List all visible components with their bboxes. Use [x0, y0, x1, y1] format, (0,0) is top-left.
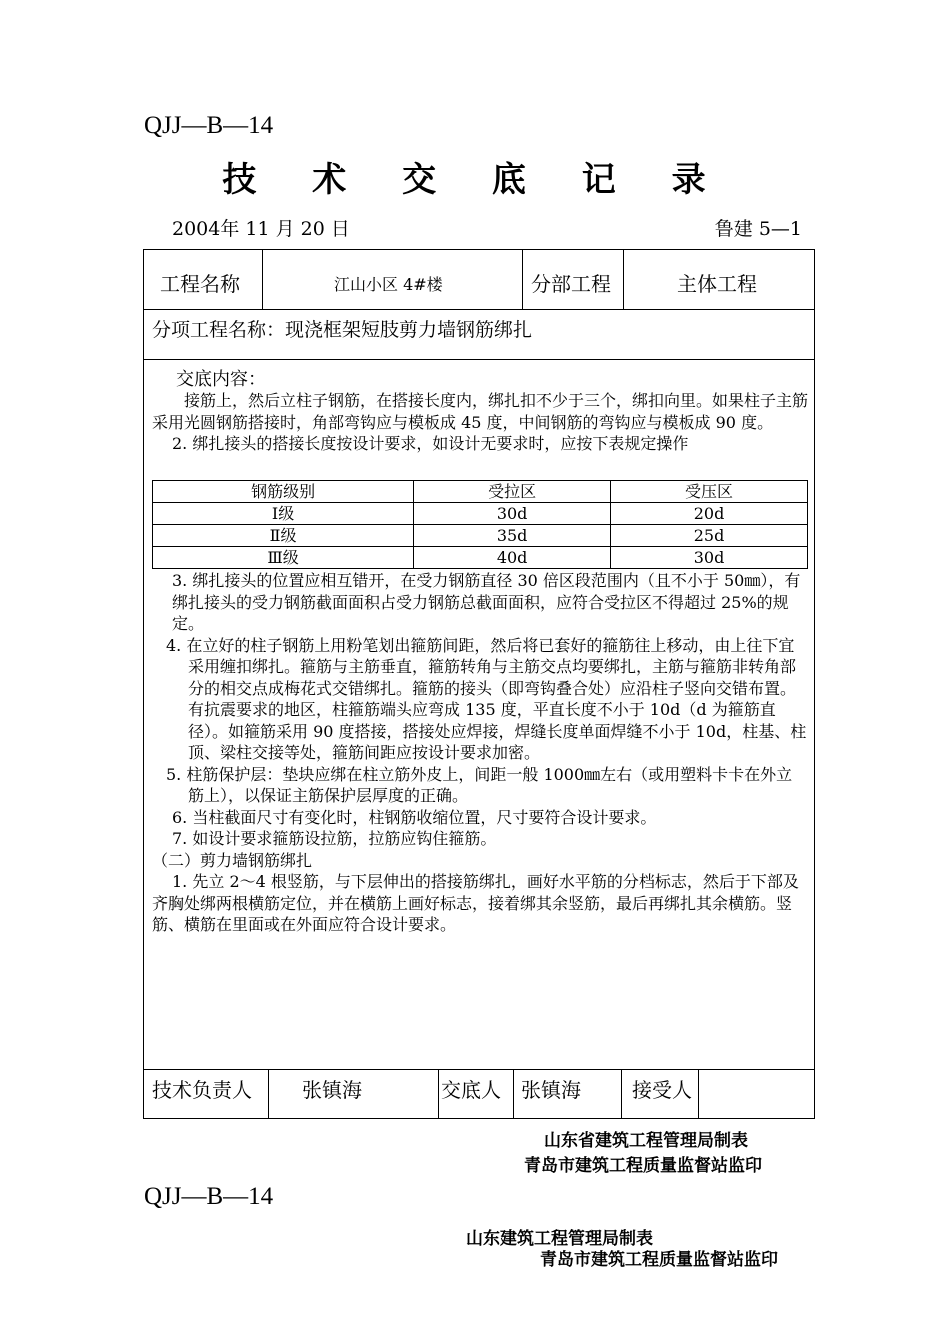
record-table	[143, 249, 815, 1119]
division-label: 分部工程	[531, 272, 611, 296]
table-cell: Ⅰ级	[153, 503, 414, 525]
table-row	[153, 547, 808, 569]
table-cell: 20d	[611, 503, 808, 525]
table-cell: 25d	[611, 525, 808, 547]
page-title: 技 术 交 底 记 录	[222, 160, 728, 200]
paragraph-5: 5. 柱筋保护层：垫块应绑在柱立筋外皮上，间距一般 1000㎜左右（或用塑料卡卡在外立筋上），以保证主筋保护层厚度的正确。	[166, 764, 793, 805]
table-cell: 30d	[611, 547, 808, 569]
table-header-tension: 受拉区	[414, 481, 611, 503]
receiver-label: 接受人	[632, 1078, 692, 1102]
table-header-compression: 受压区	[611, 481, 808, 503]
table-cell: Ⅲ级	[153, 547, 414, 569]
content-bottom	[152, 570, 808, 936]
table-cell: 30d	[414, 503, 611, 525]
content-label: 交底内容：	[176, 369, 266, 390]
form-number: 鲁建 5—1	[714, 218, 802, 240]
discloser-name: 张镇海	[521, 1078, 581, 1102]
project-name-value: 江山小区 4#楼	[334, 275, 443, 294]
sub-item-name: 分项工程名称：现浇框架短肢剪力墙钢筋绑扎	[152, 319, 533, 341]
tech-lead-name: 张镇海	[302, 1078, 362, 1102]
issuer-line-4: 青岛市建筑工程质量监督站监印	[540, 1250, 778, 1270]
paragraph-4: 4. 在立好的柱子钢筋上用粉笔划出箍筋间距，然后将已套好的箍筋往上移动，由上往下宜采用缠扣绑扎。箍筋与主筋垂直，箍筋转角与主筋交点均要绑扎，主筋与箍筋非转角部分的相交点成梅花式交错绑扎。箍筋的接头（即弯钩叠合处）应沿柱子竖向交错布置。有抗震要求的地区，柱箍筋端头应弯成 135 度，平直长度不小于 10d（d 为箍筋直径）。如箍筋采用 90 度搭接，搭接处应焊接，焊缝长度单面焊缝不小于 10d，柱基、柱顶、梁柱交接等处，箍筋间距应按设计要求加密。	[166, 635, 807, 762]
table-cell: Ⅱ级	[153, 525, 414, 547]
table-cell: 40d	[414, 547, 611, 569]
section-heading: （二）剪力墙钢筋绑扎	[152, 850, 313, 870]
issuer-line-1: 山东省建筑工程管理局制表	[544, 1131, 748, 1151]
paragraph-2: 2. 绑扎接头的搭接长度按设计要求，如设计无要求时，应按下表规定操作	[172, 434, 689, 453]
paragraph-8: 1. 先立 2～4 根竖筋，与下层伸出的搭接筋绑扎，画好水平筋的分档标志，然后于下部及齐胸处绑两根横筋定位，并在横筋上画好标志，接着绑其余竖筋，最后再绑扎其余横筋。竖筋、横筋在里面或在外面应符合设计要求。	[152, 872, 799, 934]
division-value: 主体工程	[677, 272, 757, 296]
table-header-grade: 钢筋级别	[153, 481, 414, 503]
issuer-line-3: 山东建筑工程管理局制表	[466, 1229, 653, 1249]
issuer-line-2: 青岛市建筑工程质量监督站监印	[524, 1156, 762, 1176]
project-name-label: 工程名称	[160, 272, 240, 296]
table-row	[153, 525, 808, 547]
paragraph-6: 6. 当柱截面尺寸有变化时，柱钢筋收缩位置，尺寸要符合设计要求。	[172, 807, 657, 827]
discloser-label: 交底人	[441, 1078, 501, 1102]
table-cell: 35d	[414, 525, 611, 547]
paragraph-7: 7. 如设计要求箍筋设拉筋，拉筋应钩住箍筋。	[172, 829, 497, 848]
table-header-row	[153, 481, 808, 503]
record-date: 2004年 11 月 20 日	[172, 218, 350, 240]
tech-lead-label: 技术负责人	[152, 1078, 252, 1102]
content-top	[152, 390, 808, 455]
paragraph-1: 接筋上，然后立柱子钢筋，在搭接长度内，绑扎扣不少于三个，绑扣向里。如果柱子主筋采用光圆钢筋搭接时，角部弯钩应与模板成 45 度，中间钢筋的弯钩应与模板成 90 度。	[152, 391, 809, 432]
paragraph-3: 3. 绑扎接头的位置应相互错开，在受力钢筋直径 30 倍区段范围内（且不小于 50㎜），有绑扎接头的受力钢筋截面面积占受力钢筋总截面面积，应符合受拉区不得超过 25%的规定。	[172, 571, 801, 633]
table-row	[153, 503, 808, 525]
form-code-2: QJJ—B—14	[144, 1183, 274, 1210]
form-code: QJJ—B—14	[144, 112, 274, 139]
splice-length-table	[152, 480, 808, 569]
